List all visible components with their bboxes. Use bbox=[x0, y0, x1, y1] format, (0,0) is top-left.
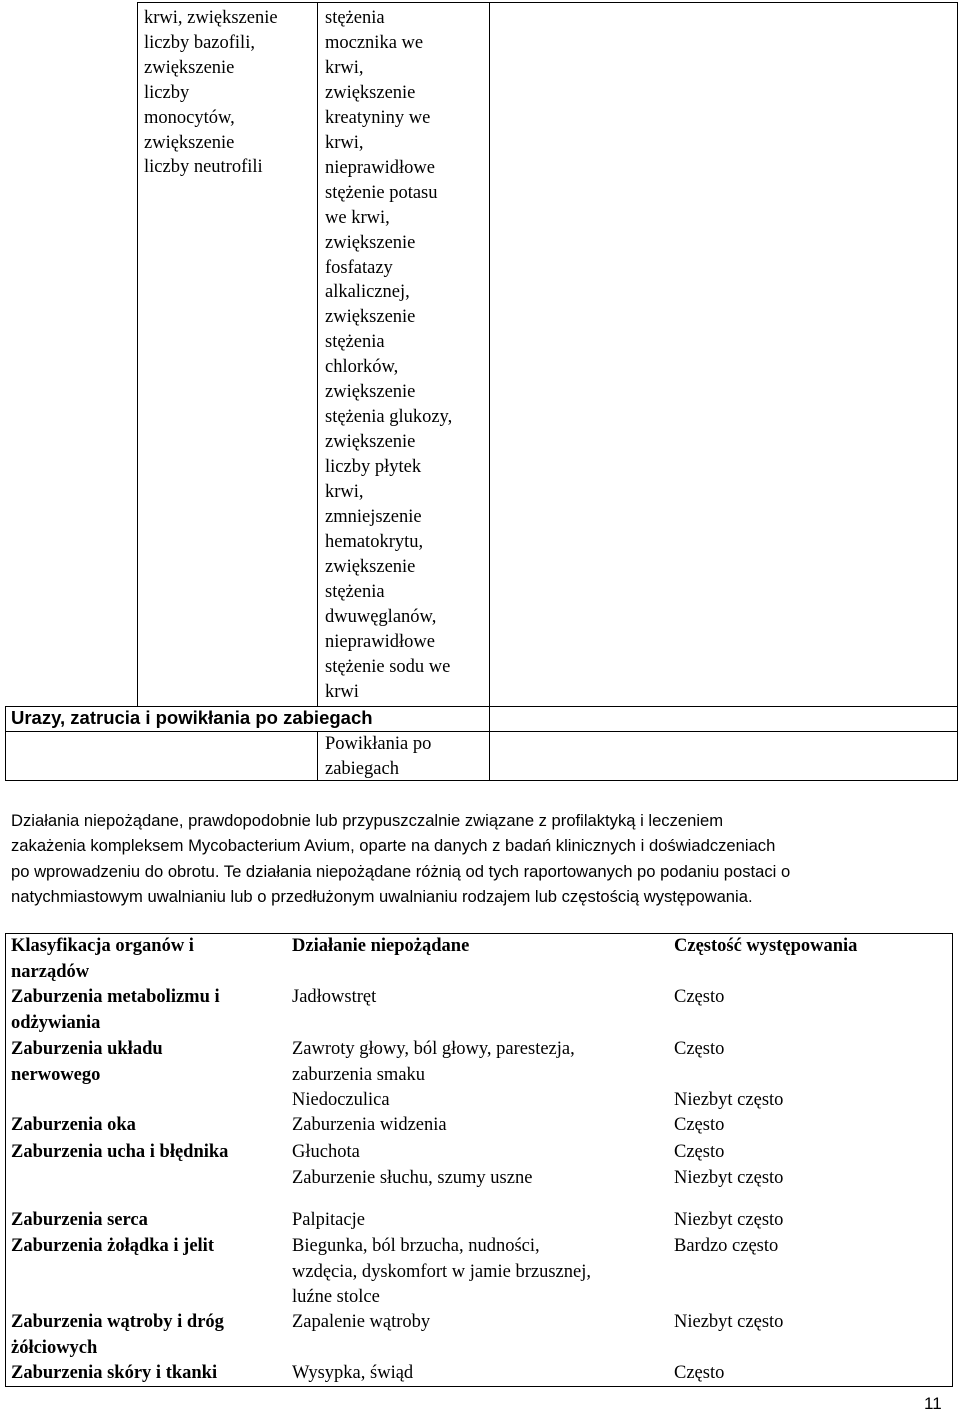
text-line: Biegunka, ból brzucha, nudności, bbox=[292, 1236, 540, 1256]
frequency-cell: Często bbox=[674, 1363, 725, 1383]
text-line: Zaburzenia wątroby i dróg bbox=[11, 1312, 224, 1332]
table-border bbox=[489, 2, 490, 781]
paragraph-line: natychmiastowym uwalnianiu lub o przedłużonym uwalnianiu rodzajem lub częstością występowania. bbox=[11, 886, 753, 906]
text-line: stężenia glukozy, bbox=[325, 407, 453, 428]
effect-cell: Jadłowstręt bbox=[292, 987, 377, 1007]
text-line: dwuwęglanów, bbox=[325, 606, 437, 627]
table-border bbox=[957, 2, 958, 781]
organ-class-cell: Zaburzenia skóry i tkanki bbox=[11, 1363, 218, 1383]
section-heading: Urazy, zatrucia i powikłania po zabiegach bbox=[11, 707, 373, 728]
organ-class-cell: Zaburzenia żołądka i jelit bbox=[11, 1236, 214, 1256]
table-border bbox=[5, 780, 958, 781]
text-line: mocznika we bbox=[325, 32, 424, 53]
frequency-cell: Często bbox=[674, 1142, 725, 1162]
text-line: zwiększenie bbox=[325, 82, 416, 103]
text-line: krwi, bbox=[325, 132, 364, 153]
table-border bbox=[5, 933, 6, 1387]
effect-cell: Zaburzenia widzenia bbox=[292, 1115, 447, 1135]
text-line: zwiększenie bbox=[325, 307, 416, 328]
text-line: Zaburzenia metabolizmu i bbox=[11, 987, 220, 1007]
text-line: fosfatazy bbox=[325, 257, 393, 278]
paragraph-line: zakażenia kompleksem Mycobacterium Avium, oparte na danych z badań klinicznych i doświadczeniach bbox=[11, 836, 776, 856]
intro-paragraph bbox=[11, 808, 956, 909]
left-cell-text bbox=[144, 6, 304, 180]
text-line: Klasyfikacja organów i bbox=[11, 936, 194, 956]
text-line: liczby bbox=[144, 82, 190, 103]
frequency-cell: Często bbox=[674, 1039, 725, 1059]
text-line: chlorków, bbox=[325, 357, 399, 378]
frequency-cell: Niezbyt często bbox=[674, 1090, 784, 1110]
text-line: krwi bbox=[325, 681, 359, 702]
table-border bbox=[137, 2, 958, 3]
paragraph-line: po wprowadzeniu do obrotu. Te działania niepożądane różnią od tych raportowanych po podaniu postaci o bbox=[11, 861, 791, 881]
text-line: Powikłania po bbox=[325, 734, 432, 754]
text-line: zaburzenia smaku bbox=[292, 1064, 426, 1085]
text-line: krwi, bbox=[325, 482, 364, 503]
text-line: wzdęcia, dyskomfort w jamie brzusznej, bbox=[292, 1261, 591, 1282]
effect-cell: Wysypka, świąd bbox=[292, 1363, 414, 1383]
table-border bbox=[5, 706, 6, 781]
table-border bbox=[137, 2, 138, 706]
effect-cell: Niedoczulica bbox=[292, 1090, 390, 1110]
organ-class-cell bbox=[11, 985, 220, 1036]
text-line: hematokrytu, bbox=[325, 532, 424, 553]
text-line: stężenia bbox=[325, 8, 385, 28]
text-line: alkalicznej, bbox=[325, 282, 410, 303]
effect-cell bbox=[292, 1037, 575, 1088]
header-organ-class bbox=[11, 934, 194, 985]
organ-class-cell bbox=[11, 1310, 224, 1361]
page-number: 11 bbox=[924, 1394, 942, 1413]
text-line: zmniejszenie bbox=[325, 507, 422, 528]
text-line: monocytów, bbox=[144, 107, 235, 128]
text-line: odżywiania bbox=[11, 1012, 101, 1033]
text-line: zwiększenie bbox=[144, 132, 235, 153]
frequency-cell: Często bbox=[674, 987, 725, 1007]
table-border bbox=[317, 2, 318, 706]
organ-class-cell bbox=[11, 1037, 163, 1088]
text-line: zwiększenie bbox=[325, 556, 416, 577]
organ-class-cell: Zaburzenia serca bbox=[11, 1210, 148, 1230]
table-border bbox=[317, 731, 318, 781]
frequency-cell: Często bbox=[674, 1115, 725, 1135]
text-line: krwi, zwiększenie bbox=[144, 8, 278, 28]
header-frequency: Częstość występowania bbox=[674, 936, 858, 956]
frequency-cell: Bardzo często bbox=[674, 1236, 779, 1256]
frequency-cell: Niezbyt często bbox=[674, 1168, 784, 1188]
text-line: stężenia bbox=[325, 581, 385, 602]
text-line: Zawroty głowy, ból głowy, parestezja, bbox=[292, 1039, 575, 1059]
text-line: nieprawidłowe bbox=[325, 631, 435, 652]
effect-cell: Palpitacje bbox=[292, 1210, 365, 1230]
text-line: we krwi, bbox=[325, 207, 390, 228]
text-line: luźne stolce bbox=[292, 1287, 380, 1307]
text-line: zwiększenie bbox=[144, 57, 235, 78]
paragraph-line: Działania niepożądane, prawdopodobnie lub przypuszczalnie związane z profilaktyką i leczeniem bbox=[11, 811, 724, 830]
section-item-text bbox=[325, 732, 431, 782]
text-line: liczby bazofili, bbox=[144, 32, 255, 53]
text-line: krwi, bbox=[325, 57, 364, 78]
text-line: zabiegach bbox=[325, 759, 399, 779]
text-line: kreatyniny we bbox=[325, 107, 431, 128]
table-border bbox=[952, 933, 953, 1387]
effect-cell: Zaburzenie słuchu, szumy uszne bbox=[292, 1168, 533, 1188]
effect-cell bbox=[292, 1234, 591, 1311]
text-line: nerwowego bbox=[11, 1064, 101, 1085]
text-line: zwiększenie bbox=[325, 382, 416, 403]
text-line: narządów bbox=[11, 961, 90, 982]
text-line: stężenia bbox=[325, 332, 385, 353]
organ-class-cell: Zaburzenia oka bbox=[11, 1115, 136, 1135]
frequency-cell: Niezbyt często bbox=[674, 1210, 784, 1230]
text-line: nieprawidłowe bbox=[325, 157, 435, 178]
text-line: Zaburzenia układu bbox=[11, 1039, 163, 1059]
middle-cell-text bbox=[325, 6, 485, 705]
header-effect: Działanie niepożądane bbox=[292, 936, 470, 956]
organ-class-cell: Zaburzenia ucha i błędnika bbox=[11, 1142, 229, 1162]
text-line: liczby płytek bbox=[325, 457, 422, 478]
effect-cell: Głuchota bbox=[292, 1142, 360, 1162]
text-line: żółciowych bbox=[11, 1337, 98, 1358]
text-line: zwiększenie bbox=[325, 232, 416, 253]
effect-cell: Zapalenie wątroby bbox=[292, 1312, 431, 1332]
frequency-cell: Niezbyt często bbox=[674, 1312, 784, 1332]
text-line: stężenie potasu bbox=[325, 182, 438, 203]
text-line: liczby neutrofili bbox=[144, 157, 263, 178]
text-line: stężenie sodu we bbox=[325, 656, 451, 677]
text-line: zwiększenie bbox=[325, 432, 416, 453]
table-border bbox=[5, 731, 318, 732]
